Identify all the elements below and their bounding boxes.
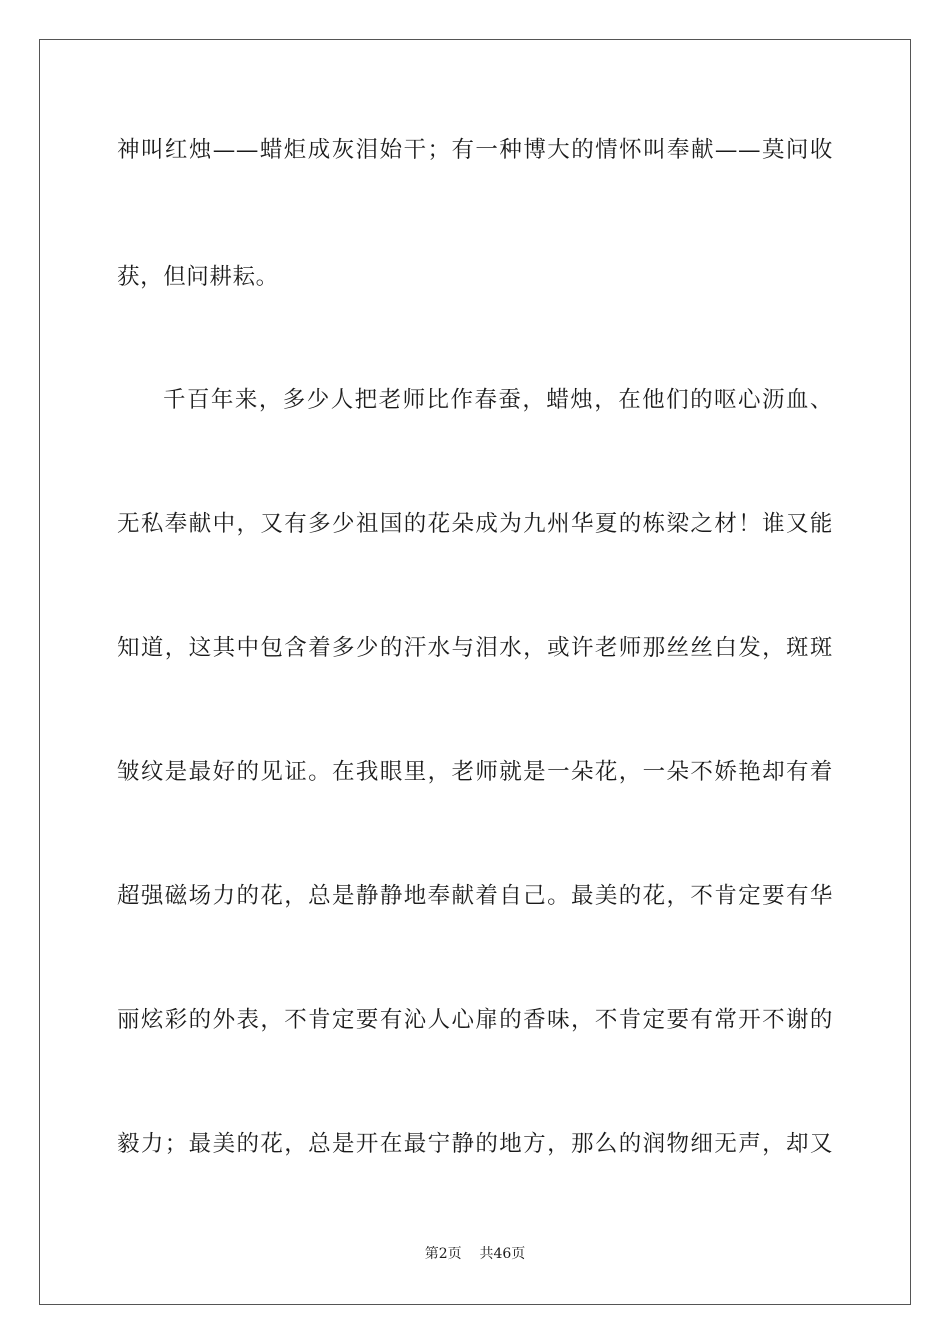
page-border (39, 39, 911, 1305)
page-number: 第2页 (424, 1246, 462, 1262)
paragraph-line: 知道，这其中包含着多少的汗水与泪水，或许老师那丝丝白发，斑斑 (117, 635, 833, 661)
paragraph-line: 神叫红烛——蜡炬成灰泪始干；有一种博大的情怀叫奉献——莫问收 (117, 137, 833, 163)
paragraph-line: 皱纹是最好的见证。在我眼里，老师就是一朵花，一朵不娇艳却有着 (117, 759, 833, 785)
total-pages: 共46页 (479, 1246, 526, 1262)
paragraph-line: 无私奉献中，又有多少祖国的花朵成为九州华夏的栋梁之材！谁又能 (117, 511, 833, 537)
paragraph-line: 获，但问耕耘。 (117, 264, 279, 290)
page-footer (0, 1244, 950, 1264)
paragraph-line: 超强磁场力的花，总是静静地奉献着自己。最美的花，不肯定要有华 (117, 883, 833, 909)
paragraph-line: 千百年来，多少人把老师比作春蚕，蜡烛，在他们的呕心沥血、 (163, 387, 833, 413)
paragraph-line: 丽炫彩的外表，不肯定要有沁人心扉的香味，不肯定要有常开不谢的 (117, 1007, 833, 1033)
paragraph-line: 毅力；最美的花，总是开在最宁静的地方，那么的润物细无声，却又 (117, 1131, 833, 1157)
